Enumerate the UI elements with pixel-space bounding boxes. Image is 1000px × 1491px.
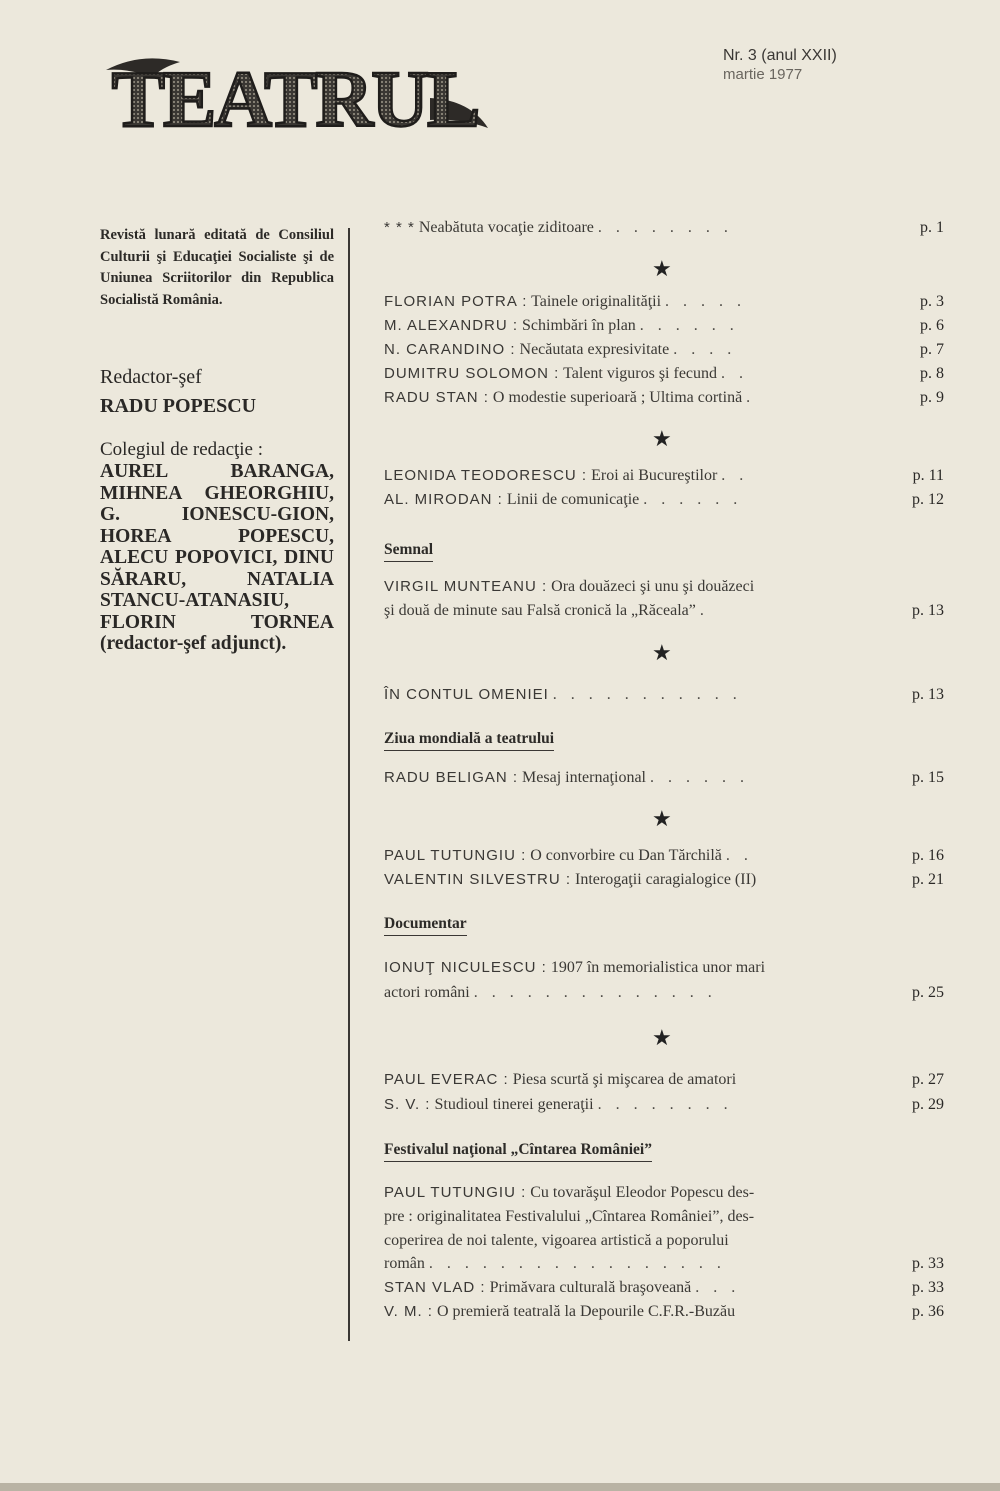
toc-title: coperirea de noi talente, vigoarea artistică a poporului [384, 1232, 729, 1249]
toc-page: p. 33 [912, 1255, 944, 1272]
toc-title: Necăutata expresivitate [519, 341, 670, 358]
toc-title: Tainele originalităţii [531, 293, 662, 310]
toc-page: p. 27 [912, 1071, 944, 1088]
toc-author: VALENTIN SILVESTRU : [384, 871, 571, 888]
toc-title: Eroi ai Bucureştilor [591, 467, 718, 484]
toc-title: O modestie superioară ; Ultima cortină [492, 389, 743, 406]
editor-in-chief-name: RADU POPESCU [100, 395, 257, 417]
toc-title: Mesaj internaţional [522, 769, 646, 786]
toc-entry: AL. MIRODAN : Linii de comunicaţie . . . . . . p. 12 [384, 491, 944, 508]
toc-page: p. 7 [920, 341, 944, 358]
toc-page: p. 36 [912, 1303, 944, 1320]
toc-entry: RADU STAN : O modestie superioară ; Ultima cortină . p. 9 [384, 389, 944, 406]
toc-author: PAUL TUTUNGIU : [384, 847, 527, 864]
toc-entry: ÎN CONTUL OMENIEI . . . . . . . . . . . p. 13 [384, 686, 944, 703]
section-heading: Documentar [384, 914, 467, 936]
star-icon: ★ [652, 1025, 672, 1050]
toc-entry: DUMITRU SOLOMON : Talent viguros şi fecund . . p. 8 [384, 365, 944, 382]
toc-page: p. 29 [912, 1096, 944, 1113]
toc-entry: M. ALEXANDRU : Schimbări în plan . . . . . . p. 6 [384, 317, 944, 334]
toc-page: p. 8 [920, 365, 944, 382]
toc-entry [384, 1302, 944, 1322]
toc-title: pre : originalitatea Festivalului „Cîntarea României”, des- [384, 1208, 755, 1225]
toc-author: AL. MIRODAN : [384, 491, 503, 508]
toc-entry: * * * Neabătuta vocaţie ziditoare . . . . . . . . p. 1 [384, 219, 944, 236]
toc-entry-continuation [384, 1231, 944, 1251]
star-icon: ★ [652, 806, 672, 831]
toc-title: O premieră teatrală la Depourile C.F.R.-Buzău [436, 1303, 736, 1320]
star-icon: ★ [652, 256, 672, 281]
issue-number: Nr. 3 (anul XXII) [723, 47, 837, 64]
toc-entry [384, 870, 944, 890]
toc-page: p. 11 [912, 467, 944, 484]
toc-title: Neabătuta vocaţie ziditoare [418, 219, 594, 236]
toc-title: O convorbire cu Dan Tărchilă [530, 847, 722, 864]
editor-in-chief-label: Redactor-şef [100, 366, 202, 388]
toc-author: PAUL EVERAC : [384, 1071, 509, 1088]
toc-page: p. 3 [920, 293, 944, 310]
toc-page: p. 9 [920, 389, 944, 406]
toc-title: român [384, 1255, 425, 1272]
toc-title: Talent viguros şi fecund [563, 365, 718, 382]
toc-entry: S. V. : Studioul tinerei generaţii . . . . . . . . p. 29 [384, 1096, 944, 1113]
toc-entry: RADU BELIGAN : Mesaj internaţional . . . . . . p. 15 [384, 769, 944, 786]
toc-title: Linii de comunicaţie [506, 491, 640, 508]
toc-entry [384, 958, 944, 978]
page-bottom-edge [0, 1483, 1000, 1491]
editorial-board-label: Colegiul de redacţie : [100, 439, 264, 460]
toc-author: DUMITRU SOLOMON : [384, 365, 560, 382]
editorial-board-names: AUREL BARANGA, MIHNEA GHEORGHIU, G. IONESCU-GION, HOREA POPESCU, ALECU POPOVICI, DINU SĂRARU, NATALIA STANCU-ATANASIU, FLORIN TORNEA (redactor-şef adjunct). [100, 461, 334, 654]
star-icon: ★ [652, 426, 672, 451]
toc-title: 1907 în memorialistica unor mari [550, 959, 766, 976]
toc-entry: N. CARANDINO : Necăutata expresivitate . . . . p. 7 [384, 341, 944, 358]
toc-page: p. 33 [912, 1279, 944, 1296]
toc-page: p. 16 [912, 847, 944, 864]
toc-entry-continuation: român . . . . . . . . . . . . . . . . . p. 33 [384, 1255, 944, 1272]
toc-entry [384, 1183, 944, 1203]
toc-title: Interogaţii caragialogice (II) [575, 871, 757, 888]
toc-title: şi două de minute sau Falsă cronică la „Răceala” [384, 602, 696, 619]
toc-entry-continuation: actori români . . . . . . . . . . . . . . p. 25 [384, 984, 944, 1001]
toc-author: LEONIDA TEODORESCU : [384, 467, 588, 484]
toc-title: Primăvara culturală braşoveană [489, 1279, 692, 1296]
toc-title: Studioul tinerei generaţii [434, 1096, 594, 1113]
toc-page: p. 13 [912, 686, 944, 703]
column-divider [348, 228, 350, 1341]
toc-author: V. M. : [384, 1303, 433, 1320]
toc-title: Ora douăzeci şi unu şi douăzeci [551, 578, 755, 595]
toc-page: p. 1 [920, 219, 944, 236]
toc-author: N. CARANDINO : [384, 341, 516, 358]
toc-title: actori români [384, 984, 470, 1001]
issue-info [723, 46, 837, 84]
toc-author: RADU BELIGAN : [384, 769, 519, 786]
toc-author: STAN VLAD : [384, 1279, 486, 1296]
teatrul-logo [100, 48, 490, 140]
toc-author: * * * [384, 219, 415, 236]
section-heading: Semnal [384, 540, 433, 562]
toc-page: p. 15 [912, 769, 944, 786]
publisher-note: Revistă lunară editată de Consiliul Culturii şi Educaţiei Socialiste şi de Uniunea Scriitorilor din Republica Socialistă România. [100, 227, 334, 308]
toc-title: Cu tovarăşul Eleodor Popescu des- [530, 1184, 755, 1201]
toc-entry-continuation: şi două de minute sau Falsă cronică la „Răceala” . p. 13 [384, 602, 944, 619]
toc-page: p. 12 [912, 491, 944, 508]
toc-author: IONUŢ NICULESCU : [384, 959, 547, 976]
toc-entry-continuation [384, 1207, 944, 1227]
toc-page: p. 13 [912, 602, 944, 619]
section-heading: Festivalul naţional „Cîntarea României” [384, 1140, 652, 1162]
toc-entry: LEONIDA TEODORESCU : Eroi ai Bucureştilor . . p. 11 [384, 467, 944, 484]
toc-author: ÎN CONTUL OMENIEI [384, 686, 549, 703]
left-column [100, 225, 334, 655]
toc-author: FLORIAN POTRA : [384, 293, 528, 310]
toc-page: p. 25 [912, 984, 944, 1001]
toc-author: VIRGIL MUNTEANU : [384, 578, 548, 595]
toc-entry: FLORIAN POTRA : Tainele originalităţii . . . . . p. 3 [384, 293, 944, 310]
star-icon: ★ [652, 640, 672, 665]
issue-date: martie 1977 [723, 66, 803, 83]
toc-author: M. ALEXANDRU : [384, 317, 519, 334]
toc-author: RADU STAN : [384, 389, 489, 406]
toc-entry: PAUL TUTUNGIU : O convorbire cu Dan Tărchilă . . p. 16 [384, 847, 944, 864]
toc-entry [384, 577, 944, 597]
toc-author: S. V. : [384, 1096, 431, 1113]
svg-text:TEATRUL: TEATRUL [111, 56, 479, 140]
toc-title: Piesa scurtă şi mişcarea de amatori [512, 1071, 737, 1088]
toc-page: p. 21 [912, 871, 944, 888]
toc-title: Schimbări în plan [522, 317, 636, 334]
toc-entry [384, 1070, 944, 1090]
toc-author: PAUL TUTUNGIU : [384, 1184, 527, 1201]
toc-page: p. 6 [920, 317, 944, 334]
section-heading: Ziua mondială a teatrului [384, 729, 554, 751]
toc-entry: STAN VLAD : Primăvara culturală braşoveană . . . p. 33 [384, 1279, 944, 1296]
